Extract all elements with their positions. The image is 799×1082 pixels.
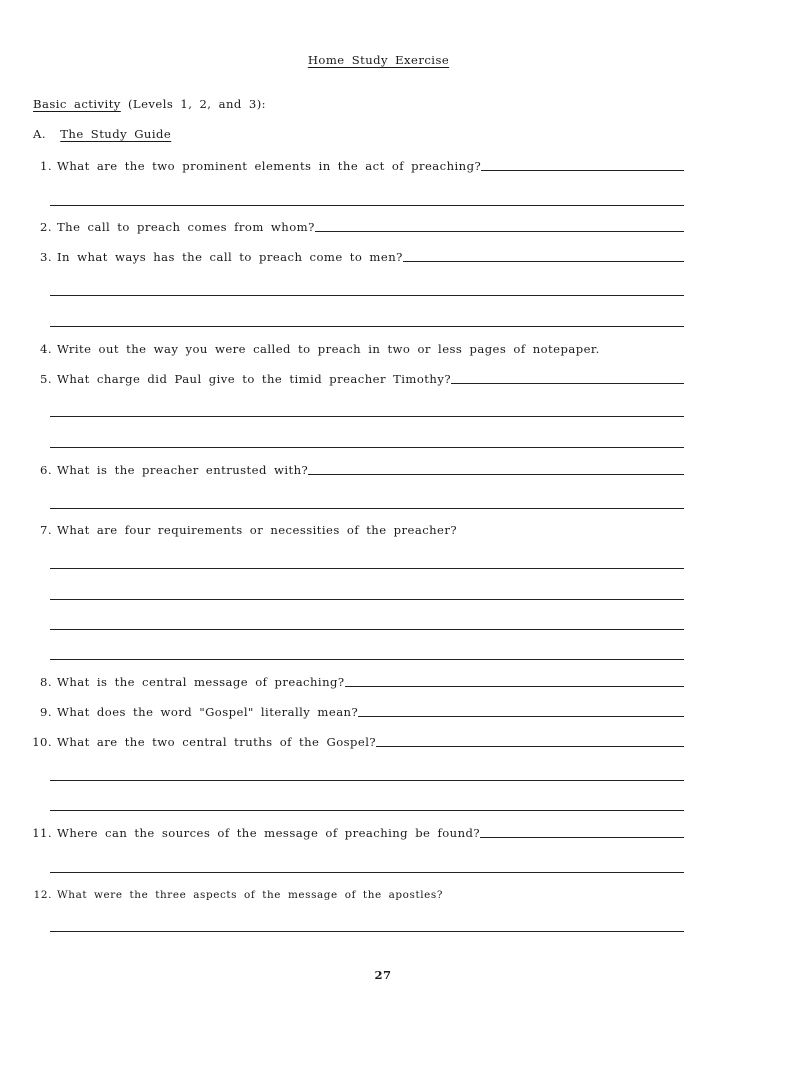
question-number: 3. [40, 250, 52, 264]
question-text: Where can the sources of the message of preaching be found? [57, 826, 481, 840]
question-8 [20, 673, 684, 689]
section-letter: A. [33, 127, 46, 141]
question-number: 9. [40, 705, 52, 719]
question-5 [20, 370, 684, 386]
question-12 [20, 885, 684, 901]
answer-line[interactable] [50, 295, 684, 296]
section-label: The Study Guide [60, 127, 172, 141]
answer-line[interactable] [50, 629, 684, 630]
question-number: 8. [40, 675, 52, 689]
answer-line[interactable] [50, 659, 684, 660]
answer-line[interactable] [480, 836, 684, 838]
answer-line[interactable] [481, 169, 684, 171]
answer-line[interactable] [403, 260, 684, 262]
answer-line[interactable] [50, 447, 684, 448]
answer-line[interactable] [376, 745, 684, 747]
question-text: What is the central message of preaching? [57, 675, 345, 689]
answer-line[interactable] [50, 508, 684, 509]
answer-line[interactable] [50, 872, 684, 873]
answer-line[interactable] [50, 326, 684, 327]
answer-line[interactable] [50, 599, 684, 600]
question-number: 11. [32, 826, 52, 840]
answer-line[interactable] [308, 473, 684, 475]
question-text: What charge did Paul give to the timid preacher Timothy? [57, 372, 452, 386]
question-11 [20, 824, 684, 840]
question-text: What are four requirements or necessities of the preacher? [57, 523, 458, 537]
answer-line[interactable] [50, 568, 684, 569]
question-number: 7. [40, 523, 52, 537]
question-10 [20, 733, 684, 749]
question-text: What are the two central truths of the Gospel? [57, 735, 377, 749]
answer-line[interactable] [358, 715, 684, 717]
answer-line[interactable] [50, 205, 684, 206]
activity-heading [33, 97, 266, 111]
question-text: In what ways has the call to preach come to men? [57, 250, 403, 264]
question-4 [20, 340, 684, 356]
question-text: What does the word "Gospel" literally mean? [57, 705, 359, 719]
answer-line[interactable] [50, 931, 684, 932]
answer-line[interactable] [345, 685, 684, 687]
question-3 [20, 248, 684, 264]
activity-levels: (Levels 1, 2, and 3): [120, 97, 267, 111]
question-text: What are the two prominent elements in the act of preaching? [57, 159, 482, 173]
answer-line[interactable] [50, 416, 684, 417]
section-heading [33, 127, 171, 141]
activity-label: Basic activity [33, 97, 121, 111]
question-number: 6. [40, 463, 52, 477]
answer-line[interactable] [451, 382, 684, 384]
page-number: 27 [374, 968, 392, 982]
question-text: Write out the way you were called to preach in two or less pages of notepaper. [57, 342, 600, 356]
question-text: The call to preach comes from whom? [57, 220, 315, 234]
question-text: What were the three aspects of the message of the apostles? [57, 889, 444, 901]
question-number: 4. [40, 342, 52, 356]
question-1 [20, 157, 684, 173]
question-text: What is the preacher entrusted with? [57, 463, 309, 477]
question-number: 5. [40, 372, 52, 386]
question-2 [20, 218, 684, 234]
answer-line[interactable] [50, 810, 684, 811]
question-number: 12. [33, 889, 52, 901]
question-7 [20, 521, 684, 537]
answer-line[interactable] [50, 780, 684, 781]
question-9 [20, 703, 684, 719]
answer-line[interactable] [315, 230, 684, 232]
question-number: 2. [40, 220, 52, 234]
question-number: 1. [40, 159, 52, 173]
page-title: Home Study Exercise [307, 53, 450, 67]
question-6 [20, 461, 684, 477]
question-number: 10. [32, 735, 52, 749]
